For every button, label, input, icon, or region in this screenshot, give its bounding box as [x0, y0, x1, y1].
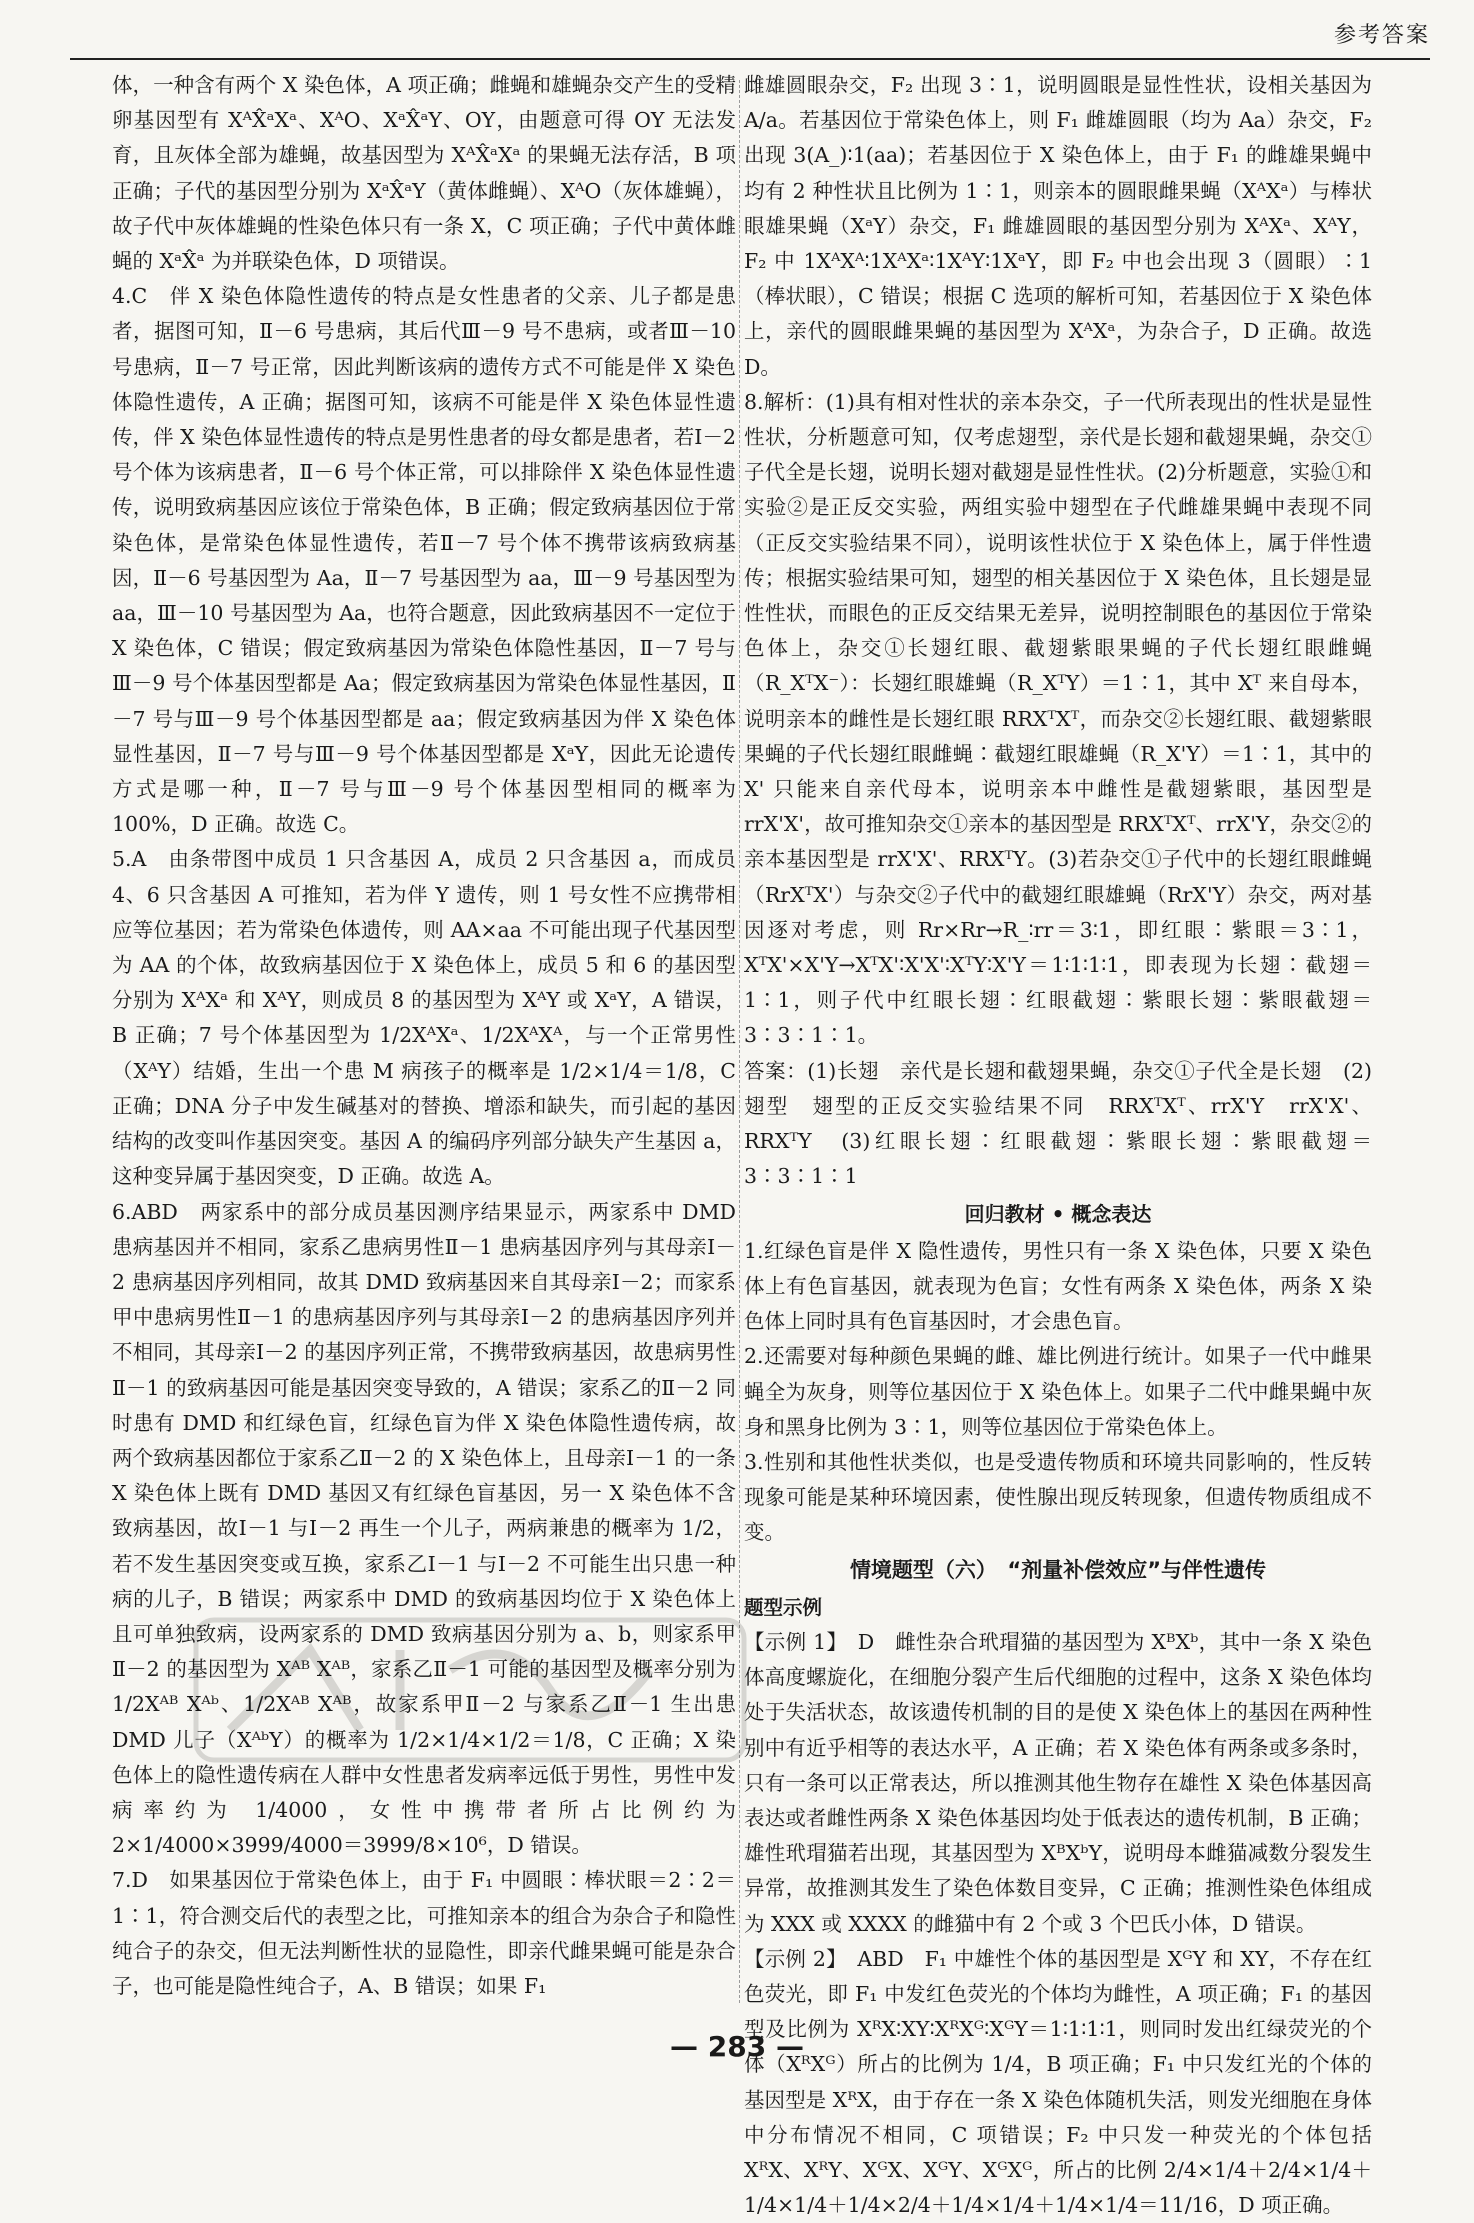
column-divider — [739, 80, 740, 2003]
item8-answer: 答案：(1)长翅 亲代是长翅和截翅果蝇，杂交①子代全是长翅 (2)翅型 翅型的正反交实验结果不同 RRXᵀXᵀ、rrX'Y rrX'X'、RRXᵀY (3)红眼长翅∶红眼截翅∶紫眼长翅∶紫眼截翅＝3∶3∶1∶1 — [744, 1058, 1372, 1189]
concept-item: 2.还需要对每种颜色果蝇的雌、雄比例进行统计。如果子一代中雌果蝇全为灰身，则等位基因位于 X 染色体上。如果子二代中雌果蝇中灰身和黑身比例为 3∶1，则等位基因位于常染色体上。 — [744, 1344, 1372, 1439]
left-paragraph: 体，一种含有两个 X 染色体，A 项正确；雌蝇和雄蝇杂交产生的受精卵基因型有 XᴬX̂ᵃXᵃ、XᴬO、XᵃX̂ᵃY、OY，由题意可得 OY 无法发育，且灰体全部为雄蝇，故基因型为 XᴬX̂ᵃXᵃ 的果蝇无法存活，B 项正确；子代的基因型分别为 XᵃX̂ᵃY（黄体雌蝇）、XᴬO（灰体雄蝇），故子代中灰体雄蝇的性染色体只有一条 X，C 项正确；子代中黄体雌蝇的 XᵃX̂ᵃ 为并联染色体，D 项错误。 — [112, 73, 736, 274]
section-title-concept: 回归教材 • 概念表达 — [964, 1201, 1152, 1226]
page-number: — 283 — — [670, 2030, 804, 2063]
header-title: 参考答案 — [1333, 23, 1430, 48]
section-title-scenario: 情境题型（六） “剂量补偿效应”与伴性遗传 — [849, 1557, 1267, 1582]
left-paragraph: 4.C 伴 X 染色体隐性遗传的特点是女性患者的父亲、儿子都是患者，据图可知，Ⅱ－6 号患病，其后代Ⅲ－9 号不患病，或者Ⅲ－10 号患病，Ⅱ－7 号正常，因此判断该病的遗传方式不可能是伴 X 染色体隐性遗传，A 正确；据图可知，该病不可能是伴 X 染色体显性遗传，伴 X 染色体显性遗传的特点是男性患者的母女都是患者，若Ⅰ－2 号个体为该病患者，Ⅱ－6 号个体正常，可以排除伴 X 染色体显性遗传，说明致病基因应该位于常染色体，B 正确；假定致病基因位于常染色体，是常染色体显性遗传，若Ⅱ－7 号个体不携带该病致病基因，Ⅱ－6 号基因型为 Aa，Ⅱ－7 号基因型为 aa，Ⅲ－9 号基因型为 aa，Ⅲ－10 号基因型为 Aa，也符合题意，因此致病基因不一定位于 X 染色体，C 错误；假定致病基因为常染色体隐性基因，Ⅱ－7 号与Ⅲ－9 号个体基因型都是 Aa；假定致病基因为常染色体显性基因，Ⅱ－7 号与Ⅲ－9 号个体基因型都是 aa；假定致病基因为伴 X 染色体显性基因，Ⅱ－7 号与Ⅲ－9 号个体基因型都是 XᵃY，因此无论遗传方式是哪一种，Ⅱ－7 号与Ⅲ－9 号个体基因型相同的概率为 100%，D 正确。故选 C。 — [112, 284, 743, 837]
item8-analysis: 8.解析：(1)具有相对性状的亲本杂交，子一代所表现出的性状是显性性状，分析题意可知，仅考虑翅型，亲代是长翅和截翅果蝇，杂交①子代全是长翅，说明长翅对截翅是显性性状。(2)分析题意，实验①和实验②是正反交实验，两组实验中翅型在子代雌雄果蝇中表现不同（正反交实验结果不同），说明该性状位于 X 染色体上，属于伴性遗传；根据实验结果可知，翅型的相关基因位于 X 染色体，且长翅是显性性状，而眼色的正反交结果无差异，说明控制眼色的基因位于常染色体上，杂交①长翅红眼、截翅紫眼果蝇的子代长翅红眼雌蝇（R_XᵀX⁻）：长翅红眼雄蝇（R_XᵀY）＝1∶1，其中 Xᵀ 来自母本，说明亲本的雌性是长翅红眼 RRXᵀXᵀ，而杂交②长翅红眼、截翅紫眼果蝇的子代长翅红眼雌蝇∶截翅红眼雄蝇（R_X'Y）＝1∶1，其中的 X' 只能来自亲代母本，说明亲本中雌性是截翅紫眼，基因型是 rrX'X'，故可推知杂交①亲本的基因型是 RRXᵀXᵀ、rrX'Y，杂交②的亲本基因型是 rrX'X'、RRXᵀY。(3)若杂交①子代中的长翅红眼雌蝇（RrXᵀX'）与杂交②子代中的截翅红眼雄蝇（RrX'Y）杂交，两对基因逐对考虑，则 Rr×Rr→R_∶rr＝3∶1，即红眼∶紫眼＝3∶1，XᵀX'×X'Y→XᵀX'∶X'X'∶XᵀY∶X'Y＝1∶1∶1∶1，即表现为长翅∶截翅＝1∶1，则子代中红眼长翅∶红眼截翅∶紫眼长翅∶紫眼截翅＝3∶3∶1∶1。 — [744, 389, 1379, 1048]
left-column — [112, 68, 743, 2043]
example-1: 【示例 1】 D 雌性杂合玳瑁猫的基因型为 XᴮXᵇ，其中一条 X 染色体高度螺旋化，在细胞分裂产生后代细胞的过程中，这条 X 染色体均处于失活状态，故该遗传机制的目的是使 X 染色体上的基因在两种性别中有近乎相等的表达水平，A 正确；若 X 染色体有两条或多条时，只有一条可以正常表达，所以推测其他生物存在雄性 X 染色体基因高表达或者雌性两条 X 染色体基因均处于低表达的遗传机制，B 正确；雄性玳瑁猫若出现，其基因型为 XᴮXᵇY，说明母本雌猫减数分裂发生异常，故推测其发生了染色体数目变异，C 正确；推测性染色体组成为 XXX 或 XXXX 的雌猫中有 2 个或 3 个巴氏小体，D 错误。 — [744, 1629, 1372, 1936]
concept-item: 3.性别和其他性状类似，也是受遗传物质和环境共同影响的，性反转现象可能是某种环境因素，使性腺出现反转现象，但遗传物质组成不变。 — [744, 1449, 1372, 1545]
left-paragraph: 5.A 由条带图中成员 1 只含基因 A，成员 2 只含基因 a，而成员 4、6 只含基因 A 可推知，若为伴 Y 遗传，则 1 号女性不应携带相应等位基因；若为常染色体遗传，则 AA×aa 不可能出现子代基因型为 AA 的个体，故致病基因位于 X 染色体上，成员 5 和 6 的基因型分别为 XᴬXᵃ 和 XᴬY，则成员 8 的基因型为 XᴬY 或 XᵃY，A 错误，B 正确；7 号个体基因型为 1/2XᴬXᵃ、1/2XᴬXᴬ，与一个正常男性（XᴬY）结婚，生出一个患 M 病孩子的概率是 1/2×1/4＝1/8，C 正确；DNA 分子中发生碱基对的替换、增添和缺失，而引起的基因结构的改变叫作基因突变。基因 A 的编码序列部分缺失产生基因 a，这种变异属于基因突变，D 正确。故选 A。 — [112, 847, 743, 1189]
subheading-examples: 题型示例 — [744, 1595, 823, 1619]
header-rule — [70, 58, 1430, 60]
right-column — [744, 68, 1379, 2218]
example-2: 【示例 2】 ABD F₁ 中雄性个体的基因型是 XᴳY 和 XY，不存在红色荧光，即 F₁ 中发红色荧光的个体均为雌性，A 项正确；F₁ 的基因型及比例为 XᴿX∶XY∶XᴿXᴳ∶XᴳY＝1∶1∶1∶1，则同时发出红绿荧光的个体（XᴿXᴳ）所占的比例为 1/4，B 项正确；F₁ 中只发红光的个体的基因型是 XᴿX，由于存在一条 X 染色体随机失活，则发光细胞在身体中分布情况不相同，C 项错误；F₂ 中只发一种荧光的个体包括 XᴿX、XᴿY、XᴳX、XᴳY、XᴳXᴳ，所占的比例 2/4×1/4＋2/4×1/4＋1/4×1/4＋1/4×2/4＋1/4×1/4＋1/4×1/4＝11/16，D 项正确。 — [744, 1946, 1379, 2218]
concept-item: 1.红绿色盲是伴 X 隐性遗传，男性只有一条 X 染色体，只要 X 染色体上有色盲基因，就表现为色盲；女性有两条 X 染色体，两条 X 染色体上同时具有色盲基因时，才会患色盲。 — [744, 1238, 1372, 1334]
item7-continuation: 雌雄圆眼杂交，F₂ 出现 3∶1，说明圆眼是显性性状，设相关基因为 A/a。若基因位于常染色体上，则 F₁ 雌雄圆眼（均为 Aa）杂交，F₂ 出现 3(A_)∶1(aa)；若基因位于 X 染色体上，由于 F₁ 的雌雄果蝇中均有 2 种性状且比例为 1∶1，则亲本的圆眼雌果蝇（XᴬXᵃ）与棒状眼雄果蝇（XᵃY）杂交，F₁ 雌雄圆眼的基因型分别为 XᴬXᵃ、XᴬY，F₂ 中 1XᴬXᴬ∶1XᴬXᵃ∶1XᴬY∶1XᵃY，即 F₂ 中也会出现 3（圆眼）∶1（棒状眼），C 错误；根据 C 选项的解析可知，若基因位于 X 染色体上，亲代的圆眼雌果蝇的基因型为 XᴬXᵃ，为杂合子，D 正确。故选 D。 — [744, 73, 1379, 379]
left-paragraph: 7.D 如果基因位于常染色体上，由于 F₁ 中圆眼∶棒状眼＝2∶2＝1∶1，符合测交后代的表型之比，可推知亲本的组合为杂合子和隐性纯合子的杂交，但无法判断性状的显隐性，即亲代雌果蝇可能是杂合子，也可能是隐性纯合子，A、B 错误；如果 F₁ — [112, 1868, 736, 1998]
left-paragraph: 6.ABD 两家系中的部分成员基因测序结果显示，两家系中 DMD 患病基因并不相同，家系乙患病男性Ⅱ－1 患病基因序列与其母亲Ⅰ－2 患病基因序列相同，故其 DMD 致病基因来自其母亲Ⅰ－2；而家系甲中患病男性Ⅱ－1 的患病基因序列与其母亲Ⅰ－2 的患病基因序列并不相同，其母亲Ⅰ－2 的基因序列正常，不携带致病基因，故患病男性Ⅱ－1 的致病基因可能是基因突变导致的，A 错误；家系乙的Ⅱ－2 同时患有 DMD 和红绿色盲，红绿色盲为伴 X 染色体隐性遗传病，故两个致病基因都位于家系乙Ⅱ－2 的 X 染色体上，且母亲Ⅰ－1 的一条 X 染色体上既有 DMD 基因又有红绿色盲基因，另一 X 染色体不含致病基因，故Ⅰ－1 与Ⅰ－2 再生一个儿子，两病兼患的概率为 1/2，若不发生基因突变或互换，家系乙Ⅰ－1 与Ⅰ－2 不可能生出只患一种病的儿子，B 错误；两家系中 DMD 的致病基因均位于 X 染色体上且可单独致病，设两家系的 DMD 致病基因分别为 a、b，则家系甲Ⅱ－2 的基因型为 Xᴬᴮ Xᴬᴮ，家系乙Ⅱ－1 可能的基因型及概率分别为 1/2Xᴬᴮ Xᴬᵇ、1/2Xᴬᴮ Xᴬᴮ，故家系甲Ⅱ－2 与家系乙Ⅱ－1 生出患 DMD 儿子（XᴬᵇY）的概率为 1/2×1/4×1/2＝1/8，C 正确；X 染色体上的隐性遗传病在人群中女性患者发病率远低于男性，男性中发病率约为 1/4000，女性中携带者所占比例约为 2×1/4000×3999/4000＝3999/8×10⁶，D 错误。 — [112, 1199, 743, 1858]
